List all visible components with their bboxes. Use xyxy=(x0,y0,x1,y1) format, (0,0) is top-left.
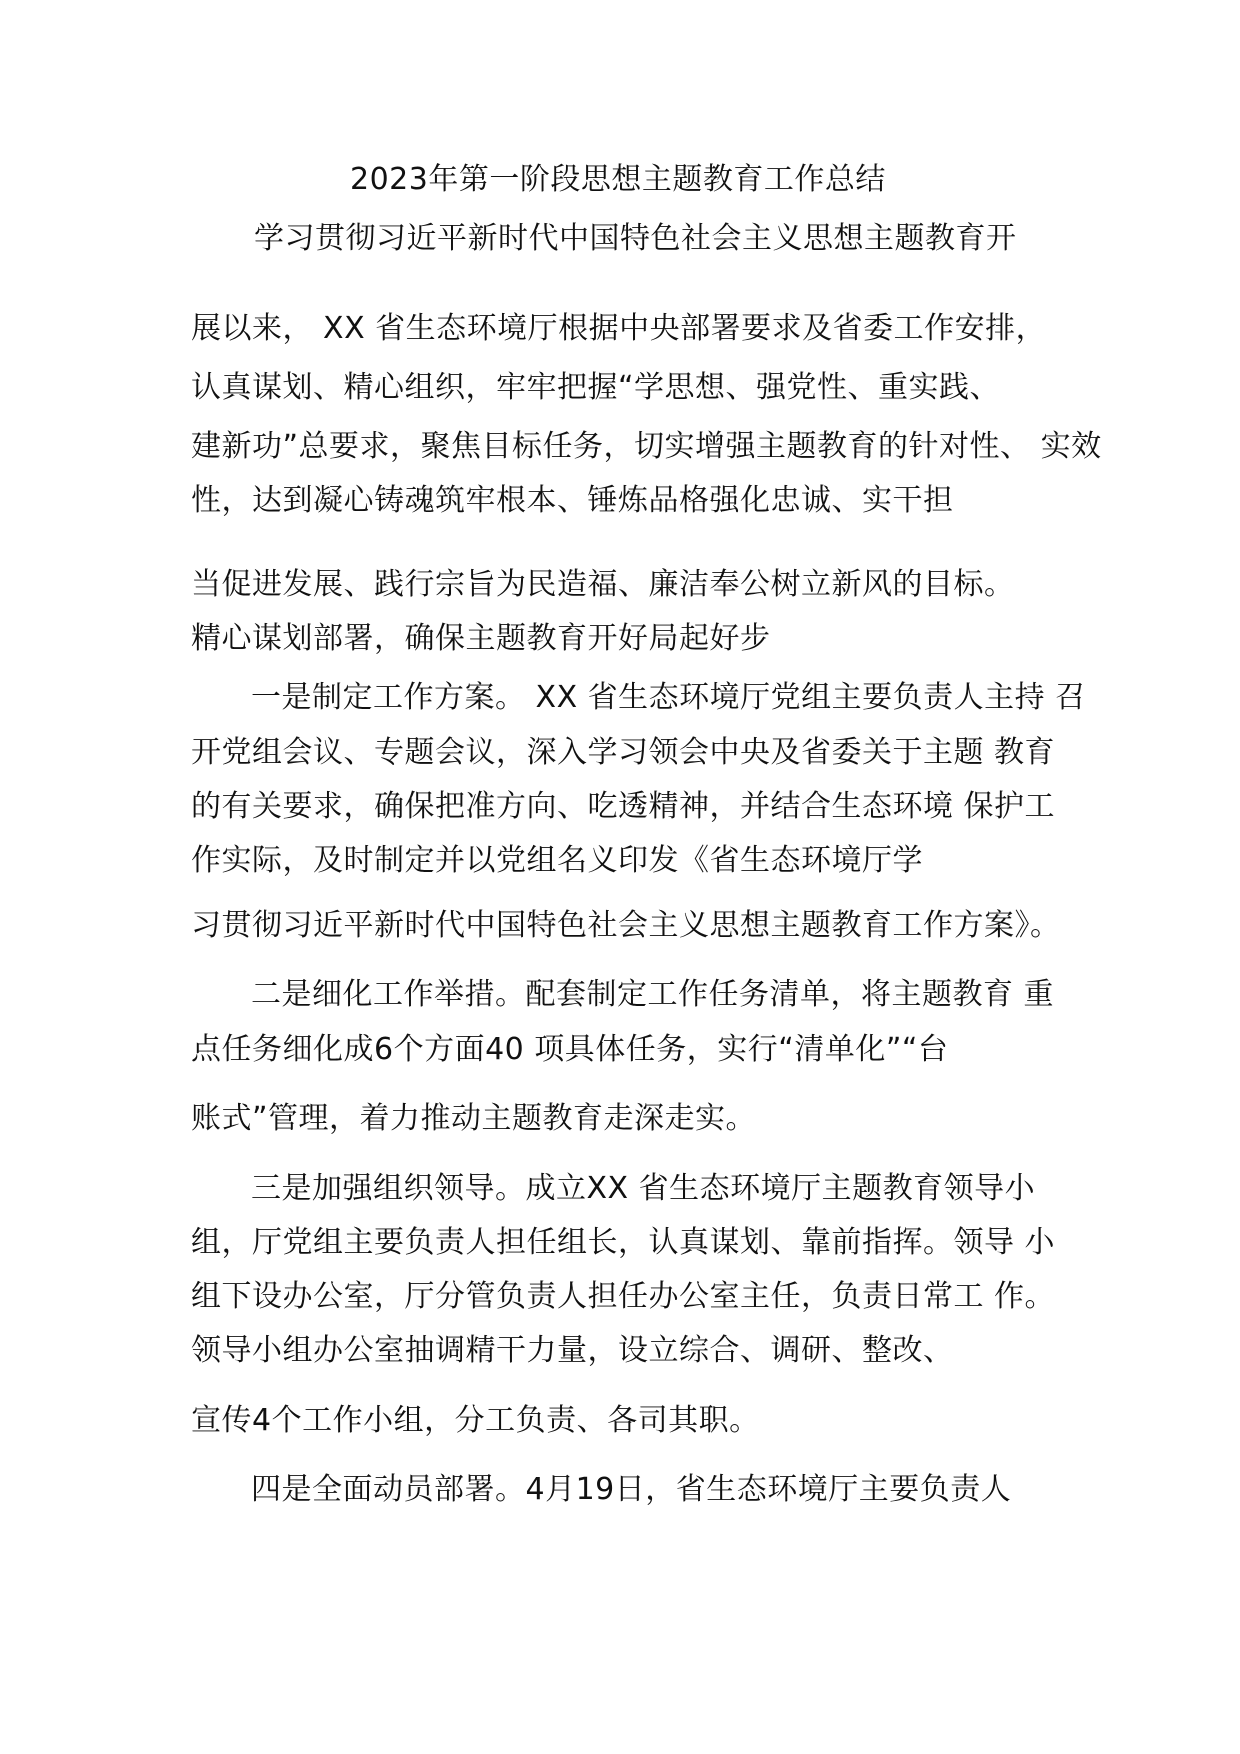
body-line: 建新功”总要求，聚焦目标任务，切实增强主题教育的针对性、 实效 xyxy=(191,429,1102,464)
body-line: 的有关要求，确保把准方向、吃透精神，并结合生态环境 保护工 xyxy=(191,789,1056,824)
document-title: 2023年第一阶段思想主题教育工作总结 xyxy=(350,162,886,197)
body-line: 四是全面动员部署。4月19日，省生态环境厅主要负责人 xyxy=(251,1472,1012,1507)
body-line: 作实际，及时制定并以党组名义印发《省生态环境厅学 xyxy=(191,843,923,878)
body-line: 当促进发展、践行宗旨为民造福、廉洁奉公树立新风的目标。 xyxy=(191,567,1015,602)
body-line: 账式”管理，着力推动主题教育走深走实。 xyxy=(191,1101,757,1136)
body-line: 一是制定工作方案。 XX 省生态环境厅党组主要负责人主持 召 xyxy=(251,680,1086,715)
body-line: 三是加强组织领导。成立XX 省生态环境厅主题教育领导小 xyxy=(251,1171,1036,1206)
body-line: 点任务细化成6个方面40 项具体任务，实行“清单化”“台 xyxy=(191,1032,949,1067)
body-line: 习贯彻习近平新时代中国特色社会主义思想主题教育工作方案》。 xyxy=(191,908,1061,943)
body-line: 组下设办公室，厅分管负责人担任办公室主任，负责日常工 作。 xyxy=(191,1279,1056,1314)
section-heading: 精心谋划部署，确保主题教育开好局起好步 xyxy=(191,621,771,656)
body-line: 开党组会议、专题会议，深入学习领会中央及省委关于主题 教育 xyxy=(191,735,1056,770)
body-line: 学习贯彻习近平新时代中国特色社会主义思想主题教育开 xyxy=(254,221,1017,256)
body-line: 领导小组办公室抽调精干力量，设立综合、调研、整改、 xyxy=(191,1333,954,1368)
body-line: 二是细化工作举措。配套制定工作任务清单，将主题教育 重 xyxy=(251,977,1055,1012)
body-line: 展以来， XX 省生态环境厅根据中央部署要求及省委工作安排， xyxy=(191,311,1047,346)
body-line: 组，厅党组主要负责人担任组长，认真谋划、靠前指挥。领导 小 xyxy=(191,1225,1056,1260)
body-line: 性，达到凝心铸魂筑牢根本、锤炼品格强化忠诚、实干担 xyxy=(191,483,954,518)
body-line: 认真谋划、精心组织，牢牢把握“学思想、强党性、重实践、 xyxy=(191,370,1001,405)
body-line: 宣传4个工作小组，分工负责、各司其职。 xyxy=(191,1403,760,1438)
